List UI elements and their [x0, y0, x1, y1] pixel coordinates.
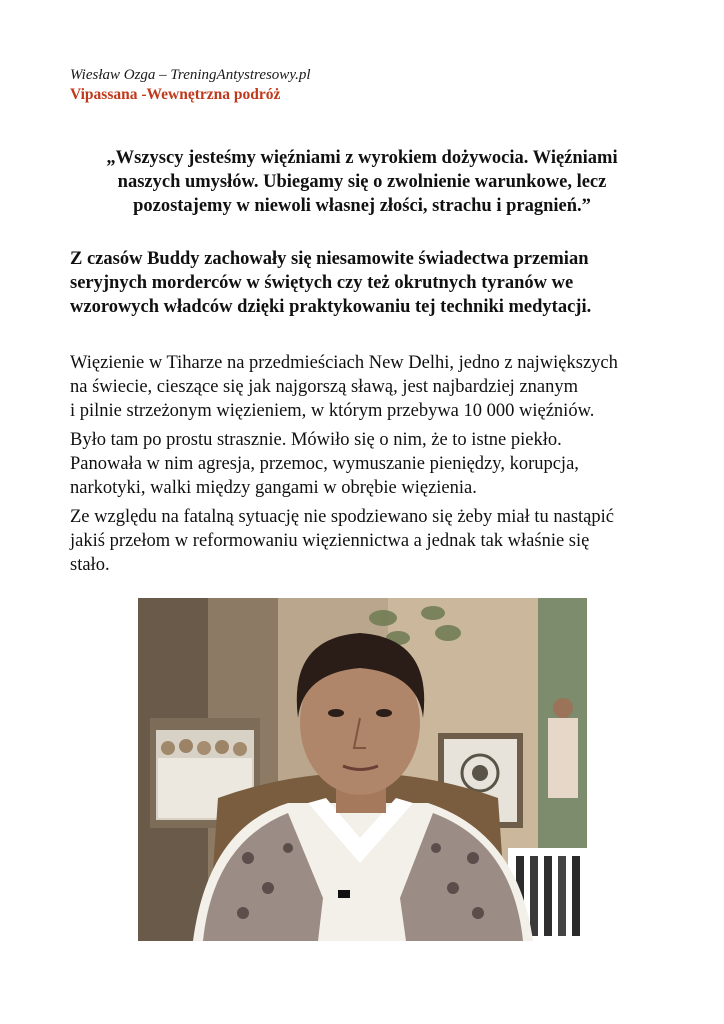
header-author: Wiesław Ozga – TreningAntystresowy.pl: [70, 67, 311, 83]
quote-line: naszych umysłów. Ubiegamy się o zwolnienie warunkowe, lecz: [117, 172, 607, 192]
paragraph-conditions: [70, 428, 670, 500]
body-text: [70, 351, 670, 582]
lead-line: wzorowych władców dzięki praktykowaniu tej techniki medytacji.: [70, 297, 592, 317]
header-title: Vipassana -Wewnętrzna podróż: [70, 86, 281, 103]
lead-paragraph: [70, 247, 670, 319]
paragraph-breakthrough: [70, 505, 670, 577]
lead-line: seryjnych morderców w świętych czy też okrutnych tyranów we: [70, 273, 574, 293]
portrait-photo: [138, 598, 587, 941]
quote-line: „Wszyscy jesteśmy więźniami z wyrokiem dożywocia. Więźniami: [106, 148, 618, 168]
paragraph-line: stało.: [70, 555, 110, 575]
paragraph-tihar-prison: [70, 351, 670, 423]
paragraph-line: i pilnie strzeżonym więzieniem, w którym przebywa 10 000 więźniów.: [70, 401, 595, 421]
paragraph-line: Więzienie w Tiharze na przedmieściach New Delhi, jedno z największych: [70, 353, 618, 373]
lead-line: Z czasów Buddy zachowały się niesamowite świadectwa przemian: [70, 249, 589, 269]
quote-line: pozostajemy w niewoli własnej złości, strachu i pragnień.”: [133, 196, 591, 216]
paragraph-line: Było tam po prostu strasznie. Mówiło się o nim, że to istne piekło.: [70, 430, 562, 450]
page-header: [70, 66, 670, 104]
paragraph-line: Ze względu na fatalną sytuację nie spodziewano się żeby miał tu nastąpić: [70, 507, 614, 527]
opening-quote: [70, 146, 654, 218]
paragraph-line: na świecie, cieszące się jak najgorszą sławą, jest najbardziej znanym: [70, 377, 579, 397]
paragraph-line: Panowała w nim agresja, przemoc, wymuszanie pieniędzy, korupcja,: [70, 454, 579, 474]
paragraph-line: narkotyki, walki między gangami w obrębie więzienia.: [70, 478, 477, 498]
paragraph-line: jakiś przełom w reformowaniu więziennictwa a jednak tak właśnie się: [70, 531, 590, 551]
